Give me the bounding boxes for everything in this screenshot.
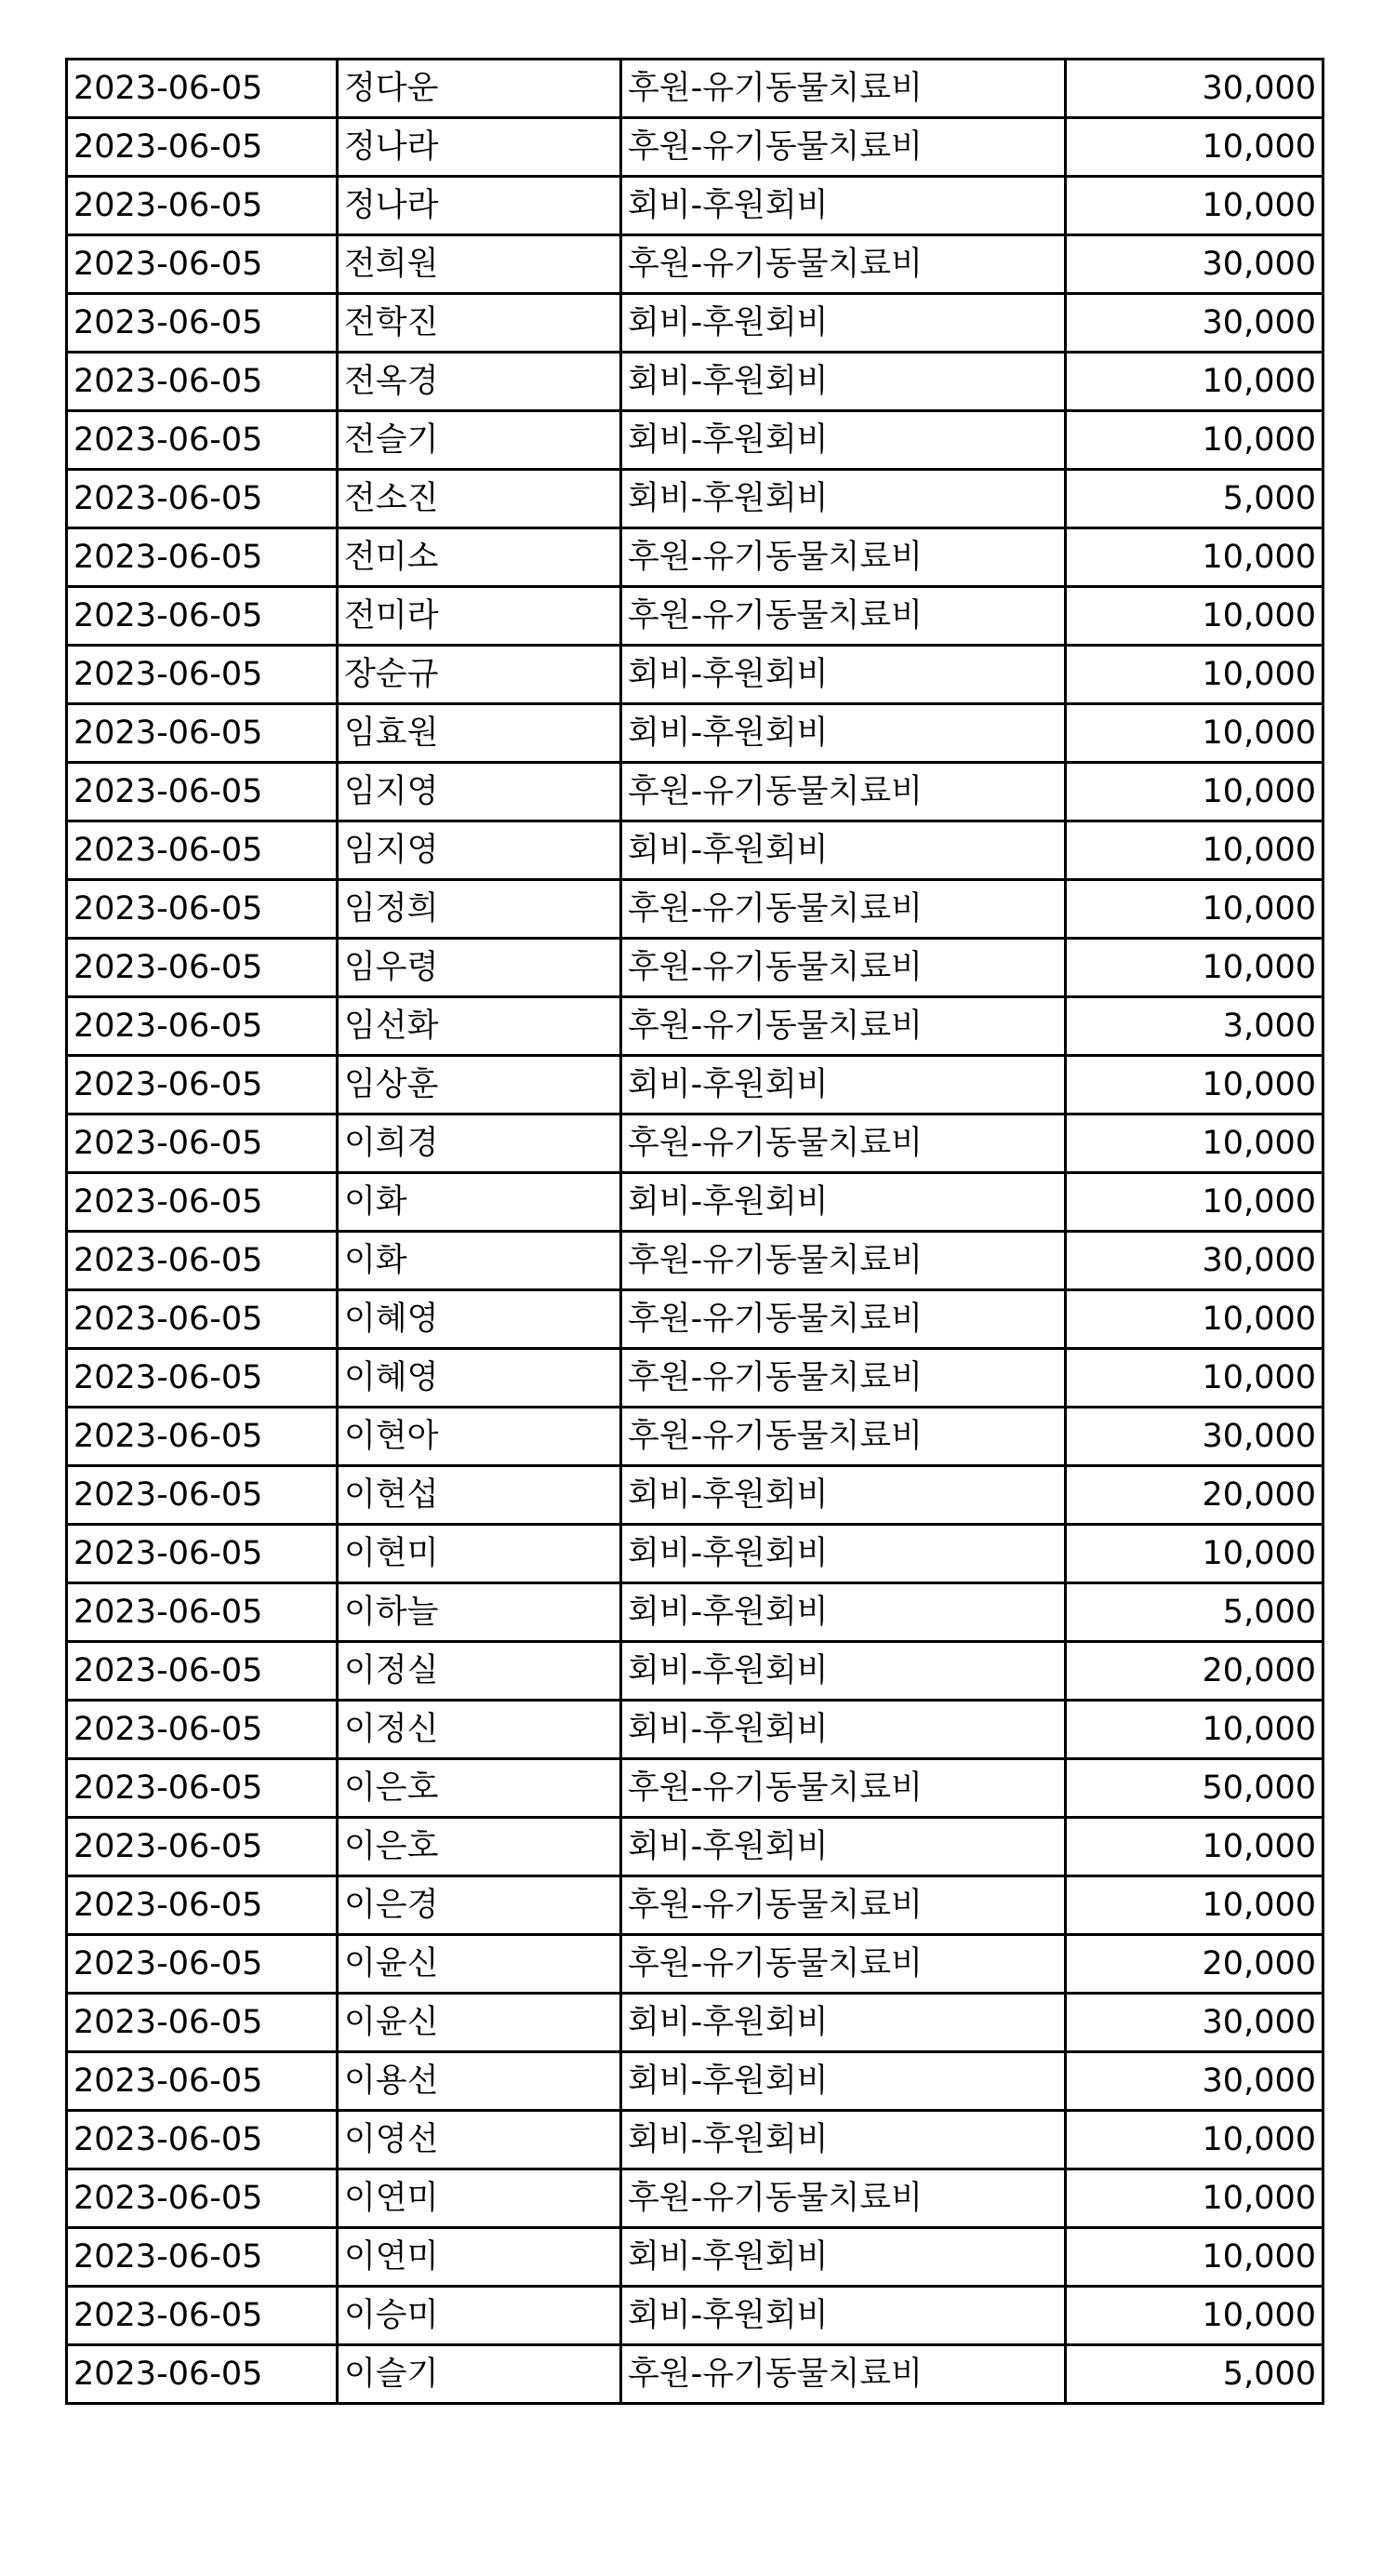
table-row (67, 939, 1323, 997)
category-cell: 회비-후원회비 (621, 411, 1066, 470)
category-cell: 회비-후원회비 (621, 821, 1066, 880)
amount-cell: 10,000 (1066, 1056, 1323, 1114)
amount-cell: 3,000 (1066, 997, 1323, 1056)
donor-name-cell: 전미라 (338, 587, 621, 646)
table-row (67, 1408, 1323, 1466)
donor-name-cell: 이승미 (338, 2287, 621, 2345)
category-cell: 후원-유기동물치료비 (621, 880, 1066, 939)
category-cell: 후원-유기동물치료비 (621, 2345, 1066, 2404)
category-cell: 회비-후원회비 (621, 1525, 1066, 1583)
table-row (67, 2052, 1323, 2111)
donor-name-cell: 임우령 (338, 939, 621, 997)
table-row (67, 353, 1323, 411)
amount-cell: 10,000 (1066, 1114, 1323, 1173)
date-cell: 2023-06-05 (67, 1876, 338, 1935)
category-cell: 후원-유기동물치료비 (621, 1935, 1066, 1994)
amount-cell: 10,000 (1066, 704, 1323, 763)
date-cell: 2023-06-05 (67, 1583, 338, 1642)
table-row (67, 177, 1323, 235)
table-row (67, 1818, 1323, 1876)
category-cell: 후원-유기동물치료비 (621, 1114, 1066, 1173)
donor-name-cell: 임지영 (338, 821, 621, 880)
table-row (67, 118, 1323, 177)
category-cell: 회비-후원회비 (621, 1642, 1066, 1701)
date-cell: 2023-06-05 (67, 1056, 338, 1114)
table-row (67, 60, 1323, 118)
date-cell: 2023-06-05 (67, 1114, 338, 1173)
amount-cell: 10,000 (1066, 880, 1323, 939)
category-cell: 회비-후원회비 (621, 2228, 1066, 2287)
category-cell: 후원-유기동물치료비 (621, 60, 1066, 118)
donor-name-cell: 이윤신 (338, 1994, 621, 2052)
amount-cell: 10,000 (1066, 587, 1323, 646)
table-row (67, 880, 1323, 939)
category-cell: 회비-후원회비 (621, 294, 1066, 353)
ledger-table-body (67, 60, 1323, 2404)
table-row (67, 587, 1323, 646)
amount-cell: 10,000 (1066, 528, 1323, 587)
amount-cell: 20,000 (1066, 1466, 1323, 1525)
date-cell: 2023-06-05 (67, 704, 338, 763)
category-cell: 회비-후원회비 (621, 1466, 1066, 1525)
category-cell: 후원-유기동물치료비 (621, 1349, 1066, 1408)
date-cell: 2023-06-05 (67, 353, 338, 411)
date-cell: 2023-06-05 (67, 1466, 338, 1525)
amount-cell: 10,000 (1066, 646, 1323, 704)
donor-name-cell: 이정신 (338, 1701, 621, 1759)
amount-cell: 10,000 (1066, 1525, 1323, 1583)
table-row (67, 1114, 1323, 1173)
table-row (67, 1290, 1323, 1349)
amount-cell: 10,000 (1066, 2111, 1323, 2169)
amount-cell: 10,000 (1066, 353, 1323, 411)
amount-cell: 50,000 (1066, 1759, 1323, 1818)
date-cell: 2023-06-05 (67, 1173, 338, 1232)
amount-cell: 10,000 (1066, 1173, 1323, 1232)
category-cell: 회비-후원회비 (621, 2111, 1066, 2169)
donor-name-cell: 정다운 (338, 60, 621, 118)
amount-cell: 10,000 (1066, 1818, 1323, 1876)
date-cell: 2023-06-05 (67, 2052, 338, 2111)
table-row (67, 1349, 1323, 1408)
category-cell: 후원-유기동물치료비 (621, 235, 1066, 294)
date-cell: 2023-06-05 (67, 1290, 338, 1349)
amount-cell: 10,000 (1066, 763, 1323, 821)
amount-cell: 5,000 (1066, 2345, 1323, 2404)
donor-name-cell: 이희경 (338, 1114, 621, 1173)
donor-name-cell: 전미소 (338, 528, 621, 587)
table-row (67, 1759, 1323, 1818)
amount-cell: 30,000 (1066, 1408, 1323, 1466)
category-cell: 후원-유기동물치료비 (621, 1408, 1066, 1466)
date-cell: 2023-06-05 (67, 1408, 338, 1466)
amount-cell: 10,000 (1066, 939, 1323, 997)
amount-cell: 10,000 (1066, 1290, 1323, 1349)
table-row (67, 470, 1323, 528)
category-cell: 후원-유기동물치료비 (621, 997, 1066, 1056)
table-row (67, 763, 1323, 821)
date-cell: 2023-06-05 (67, 1642, 338, 1701)
date-cell: 2023-06-05 (67, 60, 338, 118)
category-cell: 회비-후원회비 (621, 2052, 1066, 2111)
date-cell: 2023-06-05 (67, 1759, 338, 1818)
amount-cell: 30,000 (1066, 2052, 1323, 2111)
donor-name-cell: 전옥경 (338, 353, 621, 411)
donor-name-cell: 전학진 (338, 294, 621, 353)
date-cell: 2023-06-05 (67, 821, 338, 880)
category-cell: 후원-유기동물치료비 (621, 1876, 1066, 1935)
table-row (67, 1525, 1323, 1583)
date-cell: 2023-06-05 (67, 1994, 338, 2052)
donor-name-cell: 이은호 (338, 1759, 621, 1818)
category-cell: 회비-후원회비 (621, 1056, 1066, 1114)
category-cell: 후원-유기동물치료비 (621, 1290, 1066, 1349)
donor-name-cell: 임정희 (338, 880, 621, 939)
amount-cell: 30,000 (1066, 235, 1323, 294)
amount-cell: 10,000 (1066, 2228, 1323, 2287)
amount-cell: 20,000 (1066, 1642, 1323, 1701)
date-cell: 2023-06-05 (67, 763, 338, 821)
category-cell: 회비-후원회비 (621, 177, 1066, 235)
donor-name-cell: 이윤신 (338, 1935, 621, 1994)
amount-cell: 10,000 (1066, 821, 1323, 880)
donor-name-cell: 이혜영 (338, 1349, 621, 1408)
donor-name-cell: 정나라 (338, 118, 621, 177)
category-cell: 회비-후원회비 (621, 353, 1066, 411)
donor-name-cell: 이연미 (338, 2228, 621, 2287)
table-row (67, 2169, 1323, 2228)
date-cell: 2023-06-05 (67, 1525, 338, 1583)
date-cell: 2023-06-05 (67, 997, 338, 1056)
amount-cell: 10,000 (1066, 411, 1323, 470)
donation-ledger-table (65, 58, 1324, 2405)
table-row (67, 1701, 1323, 1759)
date-cell: 2023-06-05 (67, 2228, 338, 2287)
donor-name-cell: 임선화 (338, 997, 621, 1056)
donor-name-cell: 장순규 (338, 646, 621, 704)
category-cell: 후원-유기동물치료비 (621, 763, 1066, 821)
amount-cell: 30,000 (1066, 294, 1323, 353)
amount-cell: 10,000 (1066, 1876, 1323, 1935)
category-cell: 회비-후원회비 (621, 1701, 1066, 1759)
donor-name-cell: 이현아 (338, 1408, 621, 1466)
date-cell: 2023-06-05 (67, 1701, 338, 1759)
donor-name-cell: 전희원 (338, 235, 621, 294)
category-cell: 회비-후원회비 (621, 646, 1066, 704)
category-cell: 후원-유기동물치료비 (621, 939, 1066, 997)
table-row (67, 294, 1323, 353)
donor-name-cell: 이현미 (338, 1525, 621, 1583)
donor-name-cell: 전슬기 (338, 411, 621, 470)
amount-cell: 30,000 (1066, 1994, 1323, 2052)
category-cell: 후원-유기동물치료비 (621, 1232, 1066, 1290)
category-cell: 후원-유기동물치료비 (621, 1759, 1066, 1818)
amount-cell: 20,000 (1066, 1935, 1323, 1994)
table-row (67, 2287, 1323, 2345)
date-cell: 2023-06-05 (67, 939, 338, 997)
table-row (67, 411, 1323, 470)
category-cell: 회비-후원회비 (621, 1173, 1066, 1232)
date-cell: 2023-06-05 (67, 587, 338, 646)
date-cell: 2023-06-05 (67, 2345, 338, 2404)
donor-name-cell: 이은호 (338, 1818, 621, 1876)
donor-name-cell: 이혜영 (338, 1290, 621, 1349)
date-cell: 2023-06-05 (67, 470, 338, 528)
category-cell: 회비-후원회비 (621, 470, 1066, 528)
table-row (67, 821, 1323, 880)
date-cell: 2023-06-05 (67, 646, 338, 704)
donor-name-cell: 이용선 (338, 2052, 621, 2111)
donor-name-cell: 이영선 (338, 2111, 621, 2169)
date-cell: 2023-06-05 (67, 1349, 338, 1408)
amount-cell: 10,000 (1066, 1349, 1323, 1408)
table-row (67, 1466, 1323, 1525)
table-row (67, 2228, 1323, 2287)
amount-cell: 10,000 (1066, 177, 1323, 235)
category-cell: 후원-유기동물치료비 (621, 587, 1066, 646)
date-cell: 2023-06-05 (67, 1232, 338, 1290)
donor-name-cell: 임상훈 (338, 1056, 621, 1114)
date-cell: 2023-06-05 (67, 2169, 338, 2228)
table-row (67, 1642, 1323, 1701)
table-row (67, 2111, 1323, 2169)
donor-name-cell: 이화 (338, 1173, 621, 1232)
donor-name-cell: 이연미 (338, 2169, 621, 2228)
amount-cell: 10,000 (1066, 118, 1323, 177)
donor-name-cell: 이현섭 (338, 1466, 621, 1525)
category-cell: 회비-후원회비 (621, 2287, 1066, 2345)
date-cell: 2023-06-05 (67, 880, 338, 939)
donor-name-cell: 이화 (338, 1232, 621, 1290)
table-row (67, 2345, 1323, 2404)
date-cell: 2023-06-05 (67, 528, 338, 587)
donor-name-cell: 이슬기 (338, 2345, 621, 2404)
donor-name-cell: 임효원 (338, 704, 621, 763)
amount-cell: 10,000 (1066, 1701, 1323, 1759)
category-cell: 회비-후원회비 (621, 1818, 1066, 1876)
donor-name-cell: 이은경 (338, 1876, 621, 1935)
date-cell: 2023-06-05 (67, 1935, 338, 1994)
table-row (67, 1935, 1323, 1994)
category-cell: 후원-유기동물치료비 (621, 528, 1066, 587)
table-row (67, 1056, 1323, 1114)
category-cell: 후원-유기동물치료비 (621, 118, 1066, 177)
table-row (67, 1876, 1323, 1935)
date-cell: 2023-06-05 (67, 1818, 338, 1876)
date-cell: 2023-06-05 (67, 2287, 338, 2345)
date-cell: 2023-06-05 (67, 294, 338, 353)
table-row (67, 1232, 1323, 1290)
category-cell: 회비-후원회비 (621, 1994, 1066, 2052)
table-row (67, 235, 1323, 294)
donor-name-cell: 전소진 (338, 470, 621, 528)
table-row (67, 704, 1323, 763)
date-cell: 2023-06-05 (67, 411, 338, 470)
table-row (67, 528, 1323, 587)
date-cell: 2023-06-05 (67, 235, 338, 294)
amount-cell: 10,000 (1066, 2287, 1323, 2345)
table-row (67, 1583, 1323, 1642)
category-cell: 회비-후원회비 (621, 704, 1066, 763)
amount-cell: 10,000 (1066, 2169, 1323, 2228)
table-row (67, 646, 1323, 704)
amount-cell: 30,000 (1066, 1232, 1323, 1290)
category-cell: 후원-유기동물치료비 (621, 2169, 1066, 2228)
donor-name-cell: 이하늘 (338, 1583, 621, 1642)
date-cell: 2023-06-05 (67, 177, 338, 235)
table-row (67, 1173, 1323, 1232)
category-cell: 회비-후원회비 (621, 1583, 1066, 1642)
amount-cell: 30,000 (1066, 60, 1323, 118)
donor-name-cell: 임지영 (338, 763, 621, 821)
amount-cell: 5,000 (1066, 470, 1323, 528)
donor-name-cell: 이정실 (338, 1642, 621, 1701)
date-cell: 2023-06-05 (67, 118, 338, 177)
table-row (67, 1994, 1323, 2052)
table-row (67, 997, 1323, 1056)
date-cell: 2023-06-05 (67, 2111, 338, 2169)
donor-name-cell: 정나라 (338, 177, 621, 235)
amount-cell: 5,000 (1066, 1583, 1323, 1642)
